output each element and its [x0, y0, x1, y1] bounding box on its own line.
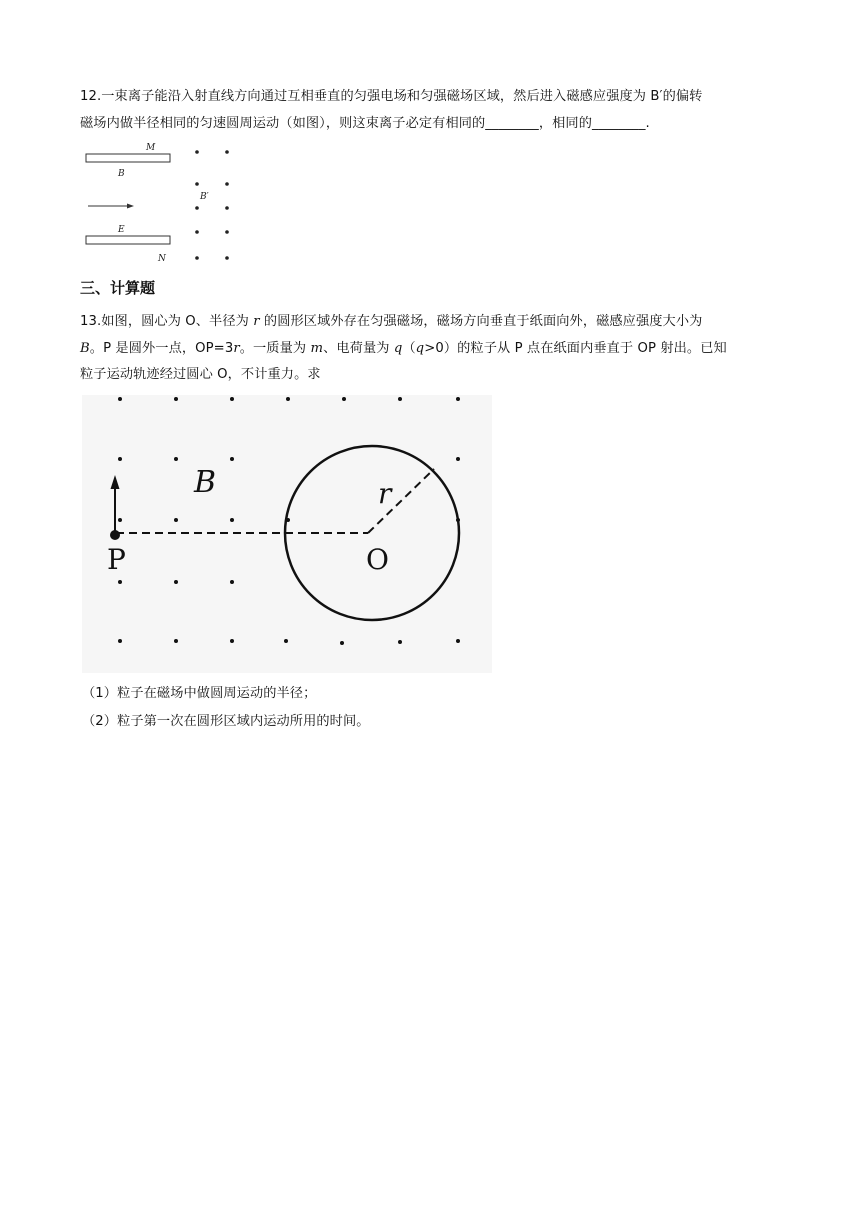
- label-m: M: [146, 143, 156, 153]
- label-b: B: [118, 169, 125, 179]
- q13-figure: [82, 395, 492, 673]
- q12-line1: 12.一束离子能沿入射直线方向通过互相垂直的匀强电场和匀强磁场区域，然后进入磁感应强度为 B′的偏转: [80, 89, 703, 104]
- plate-n: [86, 236, 170, 244]
- label-n: N: [158, 254, 166, 264]
- q12-line2: 磁场内做半径相同的匀速圆周运动（如图），则这束离子必定有相同的________，相同的________.: [80, 115, 650, 131]
- label-o: O: [366, 543, 389, 576]
- label-e: E: [118, 225, 125, 235]
- q13-line2: B。P 是圆外一点，OP=3r。一质量为 m、电荷量为 q（q>0）的粒子从 P 点在纸面内垂直于 OP 射出。已知: [80, 340, 727, 356]
- q12-figure: [80, 140, 250, 266]
- q13-line1: 13.如图，圆心为 O、半径为 r 的圆形区域外存在匀强磁场，磁场方向垂直于纸面向外，磁感应强度大小为: [80, 314, 703, 329]
- q13-subquestions: [82, 680, 802, 736]
- label-p: P: [107, 543, 126, 576]
- label-b: B: [194, 465, 217, 500]
- q13-text: [80, 309, 800, 389]
- beam-arrowhead-icon: [127, 204, 134, 209]
- q13-sub1: （1）粒子在磁场中做圆周运动的半径；: [82, 686, 317, 701]
- q13-sub2: （2）粒子第一次在圆形区域内运动所用的时间。: [82, 714, 370, 729]
- plate-m: [86, 154, 170, 162]
- label-r: r: [378, 477, 392, 510]
- q13-line3: 粒子运动轨迹经过圆心 O，不计重力。求: [80, 367, 321, 382]
- label-bprime: B′: [200, 192, 209, 202]
- section-heading: 三、计算题: [80, 279, 156, 297]
- q12-text: [80, 84, 800, 137]
- field-dots: [195, 150, 229, 260]
- point-p: [110, 530, 120, 540]
